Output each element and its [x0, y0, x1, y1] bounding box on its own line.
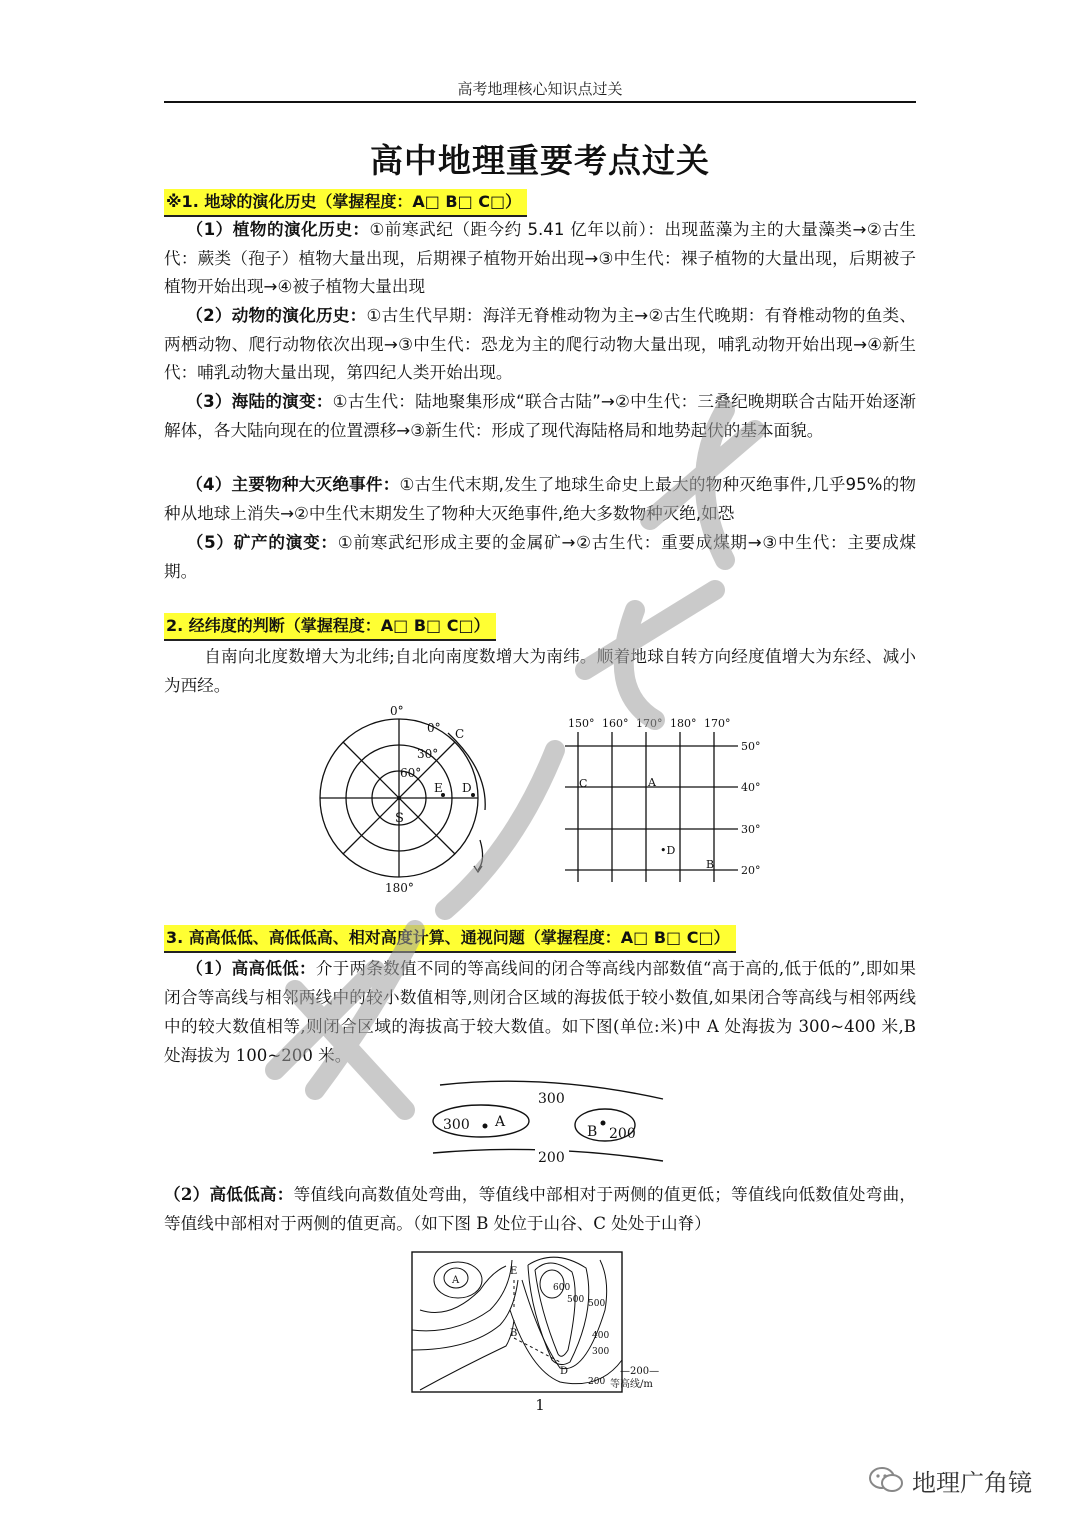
paragraph-label: （1）高高低低：	[186, 958, 316, 978]
section-1-paragraph-2	[164, 302, 916, 388]
point-a-dot	[483, 1124, 488, 1129]
section-1-heading: ※1. 地球的演化历史（掌握程度：A□ B□ C□）	[164, 189, 527, 217]
lon-label-170w: 170°	[636, 717, 663, 730]
contour-point-a: A	[495, 1114, 506, 1130]
header-rule	[164, 101, 916, 103]
topographic-map-figure	[410, 1250, 670, 1395]
label-30: 30°	[417, 747, 439, 761]
label-bottom-180: 180°	[385, 881, 414, 895]
point-c: C	[455, 727, 465, 741]
section-3-heading: 3. 高高低低、高低低高、相对高度计算、通视问题（掌握程度：A□ B□ C□）	[164, 925, 736, 953]
hill-east-contour-2	[535, 1263, 575, 1356]
paragraph-text: 介于两条数值不同的等高线间的闭合等高线内部数值“高于高的,低于低的”,即如果闭合等高线与相邻两线中的较小数值相等,则闭合区域的海拔低于较小数值,如果闭合等高线与相邻两线中的较大数值相等,则闭合区域的海拔高于较大数值。如下图(单位:米)中 A 处海拔为 300~400 米,B 处海拔为 100~200 米。	[164, 959, 917, 1065]
topo-point-e: E	[510, 1266, 518, 1277]
paragraph-label: （3）海陆的演变：	[186, 392, 333, 411]
section-1-paragraph-5	[164, 529, 916, 586]
section-1-paragraph-4	[164, 471, 916, 528]
point-b-dot	[601, 1121, 606, 1126]
topo-point-b: B	[510, 1328, 518, 1339]
lon-label-160: 160°	[602, 717, 629, 730]
polar-projection-figure	[310, 700, 500, 895]
topo-legend-caption: 等高线/m	[610, 1379, 653, 1390]
grid-point-d: •D	[660, 844, 676, 857]
topo-point-d: D	[560, 1366, 569, 1377]
label-top-0: 0°	[390, 704, 404, 718]
paragraph-label: （2）动物的演化历史：	[186, 306, 367, 325]
lat-label-20: 20°	[741, 864, 761, 877]
topo-value-500a: 500	[567, 1295, 585, 1305]
paragraph-text: ①前寒武纪（距今约 5.41 亿年以前）：出现蓝藻为主的大量藻类→②古生代：蕨类（孢子）植物大量出现，后期裸子植物开始出现→③中生代：裸子植物的大量出现，后期被子植物开始出现→④被子植物大量出现	[164, 220, 917, 296]
section-2-paragraph	[164, 642, 916, 700]
brand-footer	[868, 1462, 1032, 1498]
topo-point-a: A	[452, 1275, 460, 1286]
topo-value-400: 400	[592, 1331, 610, 1341]
contour-label-bottom: 200	[538, 1150, 565, 1166]
grid-point-b: B	[706, 858, 715, 871]
lat-label-40: 40°	[741, 781, 761, 794]
lon-label-150: 150°	[568, 717, 595, 730]
section-3-paragraph-1	[164, 954, 916, 1070]
contour-label-right-val: 200	[609, 1126, 636, 1142]
contour-west-3	[412, 1280, 518, 1350]
section-1-paragraph-1	[164, 216, 916, 302]
topo-value-600: 600	[553, 1283, 571, 1293]
paragraph-label: （5）矿产的演变：	[186, 533, 338, 552]
label-60: 60°	[400, 766, 422, 780]
paragraph-label: （1）植物的演化历史：	[186, 220, 370, 239]
lon-label-170e: 170°	[704, 717, 731, 730]
wechat-icon	[868, 1465, 904, 1495]
contour-west-1	[420, 1266, 506, 1313]
pole-label: S	[395, 811, 404, 826]
point-e: E	[434, 781, 443, 795]
paragraph-text: 等值线向高数值处弯曲，等值线中部相对于两侧的值更低；等值线向低数值处弯曲，等值线中部相对于两侧的值更高。（如下图 B 处位于山谷、C 处处于山脊）	[164, 1185, 917, 1233]
section-3-paragraph-2	[164, 1180, 916, 1238]
topo-legend-line: —200—	[620, 1366, 660, 1377]
lat-long-grid-figure	[560, 712, 770, 892]
paragraph-text: ①古生代早期：海洋无脊椎动物为主→②古生代晚期：有脊椎动物的鱼类、两栖动物、爬行动物依次出现→③中生代：恐龙为主的爬行动物大量出现，哺乳动物开始出现→④新生代：哺乳动物大量出现，第四纪人类开始出现。	[164, 306, 917, 382]
contour-closed-loop-figure	[425, 1073, 670, 1168]
contour-west-2	[412, 1260, 512, 1331]
topo-value-500b: 500	[588, 1299, 606, 1309]
running-header: 高考地理核心知识点过关	[457, 80, 623, 98]
paragraph-label: （4）主要物种大灭绝事件：	[186, 475, 400, 494]
label-0: 0°	[427, 721, 441, 735]
rotation-arrow	[478, 840, 483, 870]
page-title: 高中地理重要考点过关	[370, 141, 710, 180]
contour-label-left-val: 300	[443, 1117, 470, 1133]
grid-point-a: A	[648, 776, 656, 789]
topo-value-300: 300	[592, 1347, 610, 1357]
section-2-heading: 2. 经纬度的判断（掌握程度：A□ B□ C□）	[164, 613, 496, 641]
paragraph-text: ①古生代：陆地聚集形成“联合古陆”→②中生代：三叠纪晚期联合古陆开始逐渐解体，各大陆向现在的位置漂移→③新生代：形成了现代海陆格局和地势起伏的基本面貌。	[164, 392, 916, 440]
paragraph-text: ①前寒武纪形成主要的金属矿→②古生代：重要成煤期→③中生代：主要成煤期。	[164, 533, 916, 581]
lat-label-50: 50°	[741, 740, 761, 753]
lon-label-180: 180°	[670, 717, 697, 730]
brand-name: 地理广角镜	[912, 1468, 1032, 1497]
page-number: 1	[535, 1396, 545, 1414]
paragraph-text: 自南向北度数增大为北纬;自北向南度数增大为南纬。顺着地球自转方向经度值增大为东经、减小为西经。	[164, 647, 916, 695]
point-d: D	[462, 781, 472, 795]
section-1-paragraph-3	[164, 388, 916, 445]
contour-point-b: B	[587, 1124, 598, 1140]
hill-east-contour-3	[528, 1257, 589, 1364]
contour-label-top: 300	[538, 1091, 565, 1107]
grid-point-c: C	[579, 777, 588, 790]
paragraph-label: （2）高低低高：	[164, 1184, 294, 1204]
paragraph-text: ①古生代末期,发生了地球生命史上最大的物种灭绝事件,几乎95%的物种从地球上消失→②中生代末期发生了物种大灭绝事件,绝大多数物种灭绝,如恐	[164, 475, 916, 523]
pole-dot	[397, 796, 401, 800]
topo-value-200: 200	[588, 1377, 606, 1387]
lat-label-30: 30°	[741, 823, 761, 836]
